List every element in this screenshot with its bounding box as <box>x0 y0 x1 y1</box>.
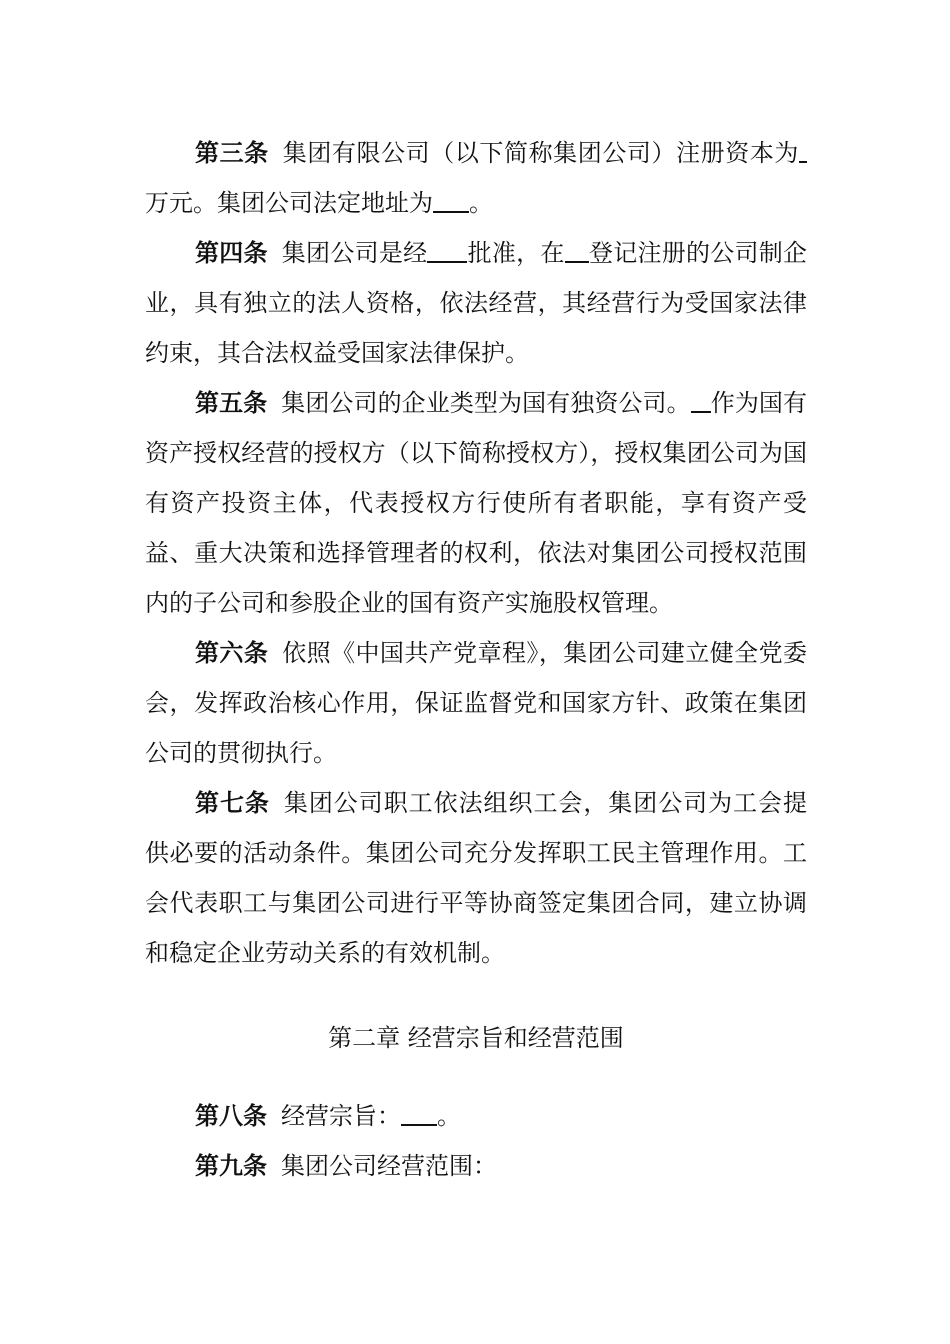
fill-blank <box>691 389 711 413</box>
article-9 <box>145 1141 807 1191</box>
article-4 <box>145 228 807 378</box>
article-text: 经营宗旨： <box>281 1102 401 1130</box>
article-text: 集团公司是经 <box>281 239 428 267</box>
article-number: 第五条 <box>195 389 268 417</box>
article-number: 第八条 <box>195 1102 267 1130</box>
article-text: 作为国有资产授权经营的授权方（以下简称授权方），授权集团公司为国有资产投资主体，代表授权方行使所有者职能，享有资产受益、重大决策和选择管理者的权利，依法对集团公司授权范围内的子公司和参股企业的国有资产实施股权管理。 <box>145 389 808 617</box>
article-text: 。 <box>469 189 493 217</box>
article-5 <box>145 378 807 628</box>
article-text: 集团公司经营范围： <box>281 1152 497 1180</box>
article-text: 集团公司职工依法组织工会，集团公司为工会提供必要的活动条件。集团公司充分发挥职工民主管理作用。工会代表职工与集团公司进行平等协商签定集团合同，建立协调和稳定企业劳动关系的有效机制。 <box>145 789 808 967</box>
article-number: 第七条 <box>195 789 270 817</box>
article-text: 集团有限公司（以下简称集团公司）注册资本为 <box>282 139 799 167</box>
article-7 <box>145 778 807 978</box>
article-8 <box>145 1091 807 1141</box>
article-text: 万元。集团公司法定地址为 <box>145 189 433 217</box>
article-number: 第九条 <box>195 1152 267 1180</box>
article-text: 依照《中国共产党章程》，集团公司建立健全党委会，发挥政治核心作用，保证监督党和国家方针、政策在集团公司的贯彻执行。 <box>145 639 807 767</box>
fill-blank <box>433 189 469 213</box>
article-text: 批准，在 <box>467 239 565 267</box>
article-number: 第六条 <box>195 639 269 667</box>
article-3 <box>145 128 807 228</box>
fill-blank <box>799 139 807 163</box>
article-number: 第四条 <box>195 239 268 267</box>
article-text: 。 <box>437 1102 461 1130</box>
chapter-title: 第二章 经营宗旨和经营范围 <box>328 1024 624 1052</box>
article-number: 第三条 <box>195 139 269 167</box>
fill-blank <box>401 1102 437 1126</box>
document-page <box>145 128 807 1191</box>
article-text: 登记注册的公司制企业，具有独立的法人资格，依法经营，其经营行为受国家法律约束，其合法权益受国家法律保护。 <box>145 239 808 367</box>
article-6 <box>145 628 807 778</box>
article-text: 集团公司的企业类型为国有独资公司。 <box>281 389 691 417</box>
fill-blank <box>565 239 589 263</box>
fill-blank <box>427 239 467 263</box>
